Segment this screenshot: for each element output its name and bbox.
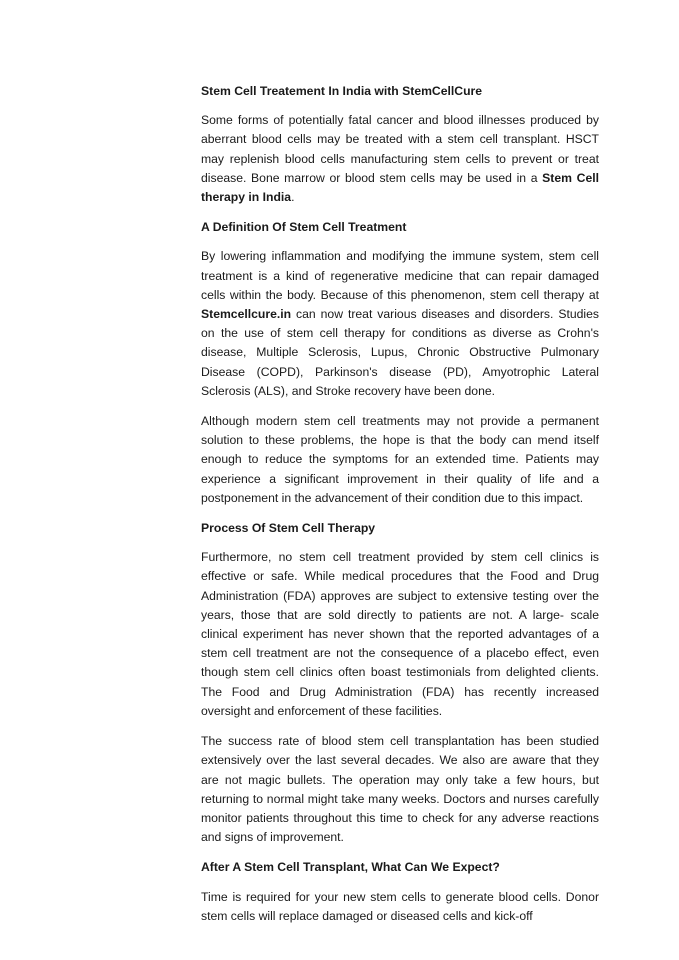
section-heading-expect: After A Stem Cell Transplant, What Can We Expect? [201,860,500,875]
intro-bold-text: Stem Cell therapy in India [201,170,599,205]
definition-paragraph-1 [201,247,599,401]
section-heading-definition: A Definition Of Stem Cell Treatment [201,220,407,235]
definition-text: By lowering inflammation and modifying the immune system, stem cell treatment is a kind of regenerative medicine that can repair damaged cells within the body. Because of this phenomenon, stem cell therapy at [201,249,599,302]
definition-text-end: can now treat various diseases and disorders. Studies on the use of stem cell therapy for conditions as diverse as Crohn's disease, Multiple Sclerosis, Lupus, Chronic Obstructive Pulmonary Disease (COPD), Parkinson's disease (PD), Amyotrophic Lateral Sclerosis (ALS), and Stroke recovery have been done. [201,307,599,398]
intro-text: Some forms of potentially fatal cancer and blood illnesses produced by aberrant blood cells may be treated with a stem cell transplant. HSCT may replenish blood cells manufacturing stem cells to prevent or treat disease. Bone marrow or blood stem cells may be used in a [201,113,599,185]
intro-text-end: . [291,190,295,205]
document-page [201,82,599,937]
expect-paragraph-1: Time is required for your new stem cells to generate blood cells. Donor stem cells will replace damaged or diseased cells and kick-off [201,889,599,923]
document-title: Stem Cell Treatement In India with StemCellCure [201,84,483,98]
definition-paragraph-2: Although modern stem cell treatments may not provide a permanent solution to these problems, the hope is that the body can mend itself enough to reduce the symptoms for an extended time. Patients may experience a significant improvement in their quality of life and a postponement in the advancement of their condition due to this impact. [201,414,599,505]
process-paragraph-2: The success rate of blood stem cell transplantation has been studied extensively over the last several decades. We also are aware that they are not magic bullets. The operation may only take a few hours, but returning to normal might take many weeks. Doctors and nurses carefully monitor patients throughout this time to check for any adverse reactions and signs of improvement. [201,734,599,845]
definition-bold-text: Stemcellcure.in [201,307,292,322]
intro-paragraph [201,111,599,207]
process-paragraph-1: Furthermore, no stem cell treatment provided by stem cell clinics is effective or safe. While medical procedures that the Food and Drug Administration (FDA) approves are subject to extensive testing over the years, those that are sold directly to patients are not. A large- scale clinical experiment has never shown that the reported advantages of a stem cell treatment are not the consequence of a placebo effect, even though stem cell clinics often boast testimonials from delighted clients. The Food and Drug Administration (FDA) has recently increased oversight and enforcement of these facilities. [201,550,599,718]
section-heading-process: Process Of Stem Cell Therapy [201,521,376,536]
